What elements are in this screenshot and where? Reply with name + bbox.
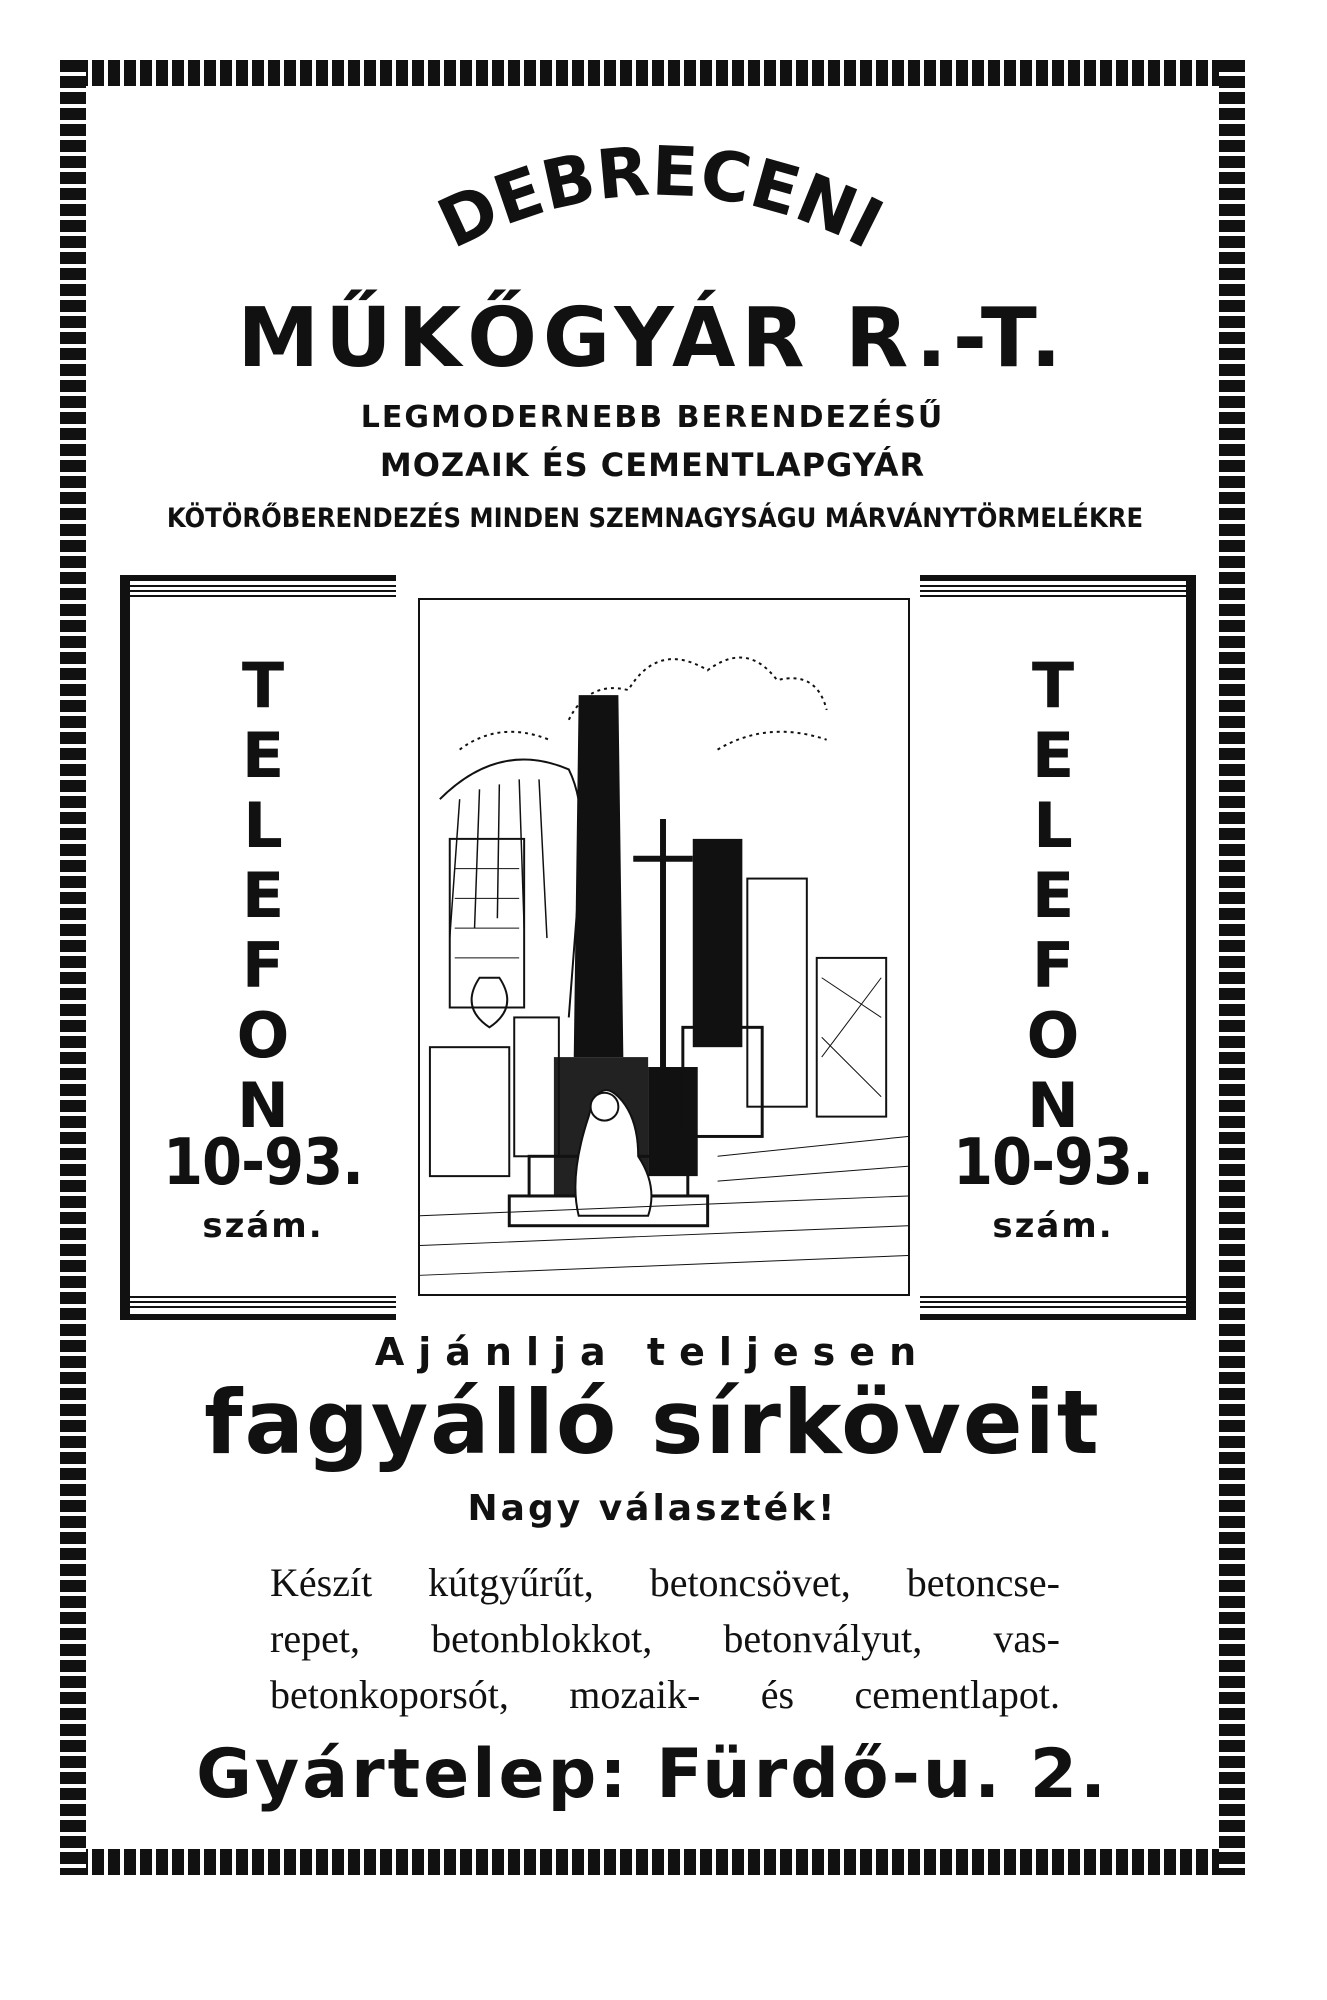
offer-intro: Ajánlja teljesen — [374, 1330, 931, 1374]
border-right — [1219, 60, 1245, 1875]
paragraph-line: repet, betonblokkot, betonvályut, vas- — [270, 1616, 1060, 1661]
company-title: MŰKŐGYÁR R.-T. — [237, 291, 1068, 386]
telephone-box-left — [120, 575, 396, 1320]
paragraph-line: betonkoporsót, mozaik- és cementlapot. — [270, 1672, 1060, 1717]
letter: E — [241, 719, 285, 792]
letter: E — [1031, 719, 1075, 792]
border-left — [60, 60, 86, 1875]
factory-address: Gyártelep: Fürdő-u. 2. — [196, 1735, 1109, 1814]
telephone-box-right — [920, 575, 1196, 1320]
letter: N — [1027, 1069, 1079, 1142]
letter: T — [241, 649, 285, 722]
paragraph-line: Készít kútgyűrűt, betoncsövet, betoncse- — [270, 1560, 1060, 1605]
phone-unit: szám. — [992, 1206, 1114, 1246]
offer-tagline: Nagy választék! — [467, 1488, 838, 1529]
product-list-paragraph — [270, 1555, 1060, 1723]
telefon-vertical-word — [130, 651, 396, 1141]
cemetery-tombstone-illustration — [418, 598, 910, 1296]
border-bottom — [60, 1849, 1245, 1875]
letter: E — [1031, 859, 1075, 932]
letter: L — [243, 789, 283, 862]
subtitle-3: KÖTÖRŐBERENDEZÉS MINDEN SZEMNAGYSÁGU MÁRVÁNYTÖRMELÉKRE — [166, 503, 1144, 534]
letter: N — [237, 1069, 289, 1142]
subtitle-2: MOZAIK ÉS CEMENTLAPGYÁR — [379, 446, 926, 484]
phone-number: 10-93. — [162, 1126, 364, 1200]
telefon-vertical-word — [920, 651, 1186, 1141]
letter: O — [236, 999, 290, 1072]
letter: E — [241, 859, 285, 932]
border-top — [60, 60, 1245, 86]
svg-text:DEBRECENI — [427, 132, 895, 264]
letter: L — [1033, 789, 1073, 862]
phone-number: 10-93. — [952, 1126, 1154, 1200]
offer-headline: fagyálló sírköveit — [204, 1371, 1101, 1474]
letter: F — [1031, 929, 1075, 1002]
illustration-drawing — [420, 600, 908, 1294]
letter: F — [241, 929, 285, 1002]
subtitle-1: LEGMODERNEBB BERENDEZÉSŰ — [360, 400, 945, 435]
letter: T — [1031, 649, 1075, 722]
arc-title-text: DEBRECENI — [426, 132, 895, 265]
phone-unit: szám. — [202, 1206, 324, 1246]
letter: O — [1026, 999, 1080, 1072]
